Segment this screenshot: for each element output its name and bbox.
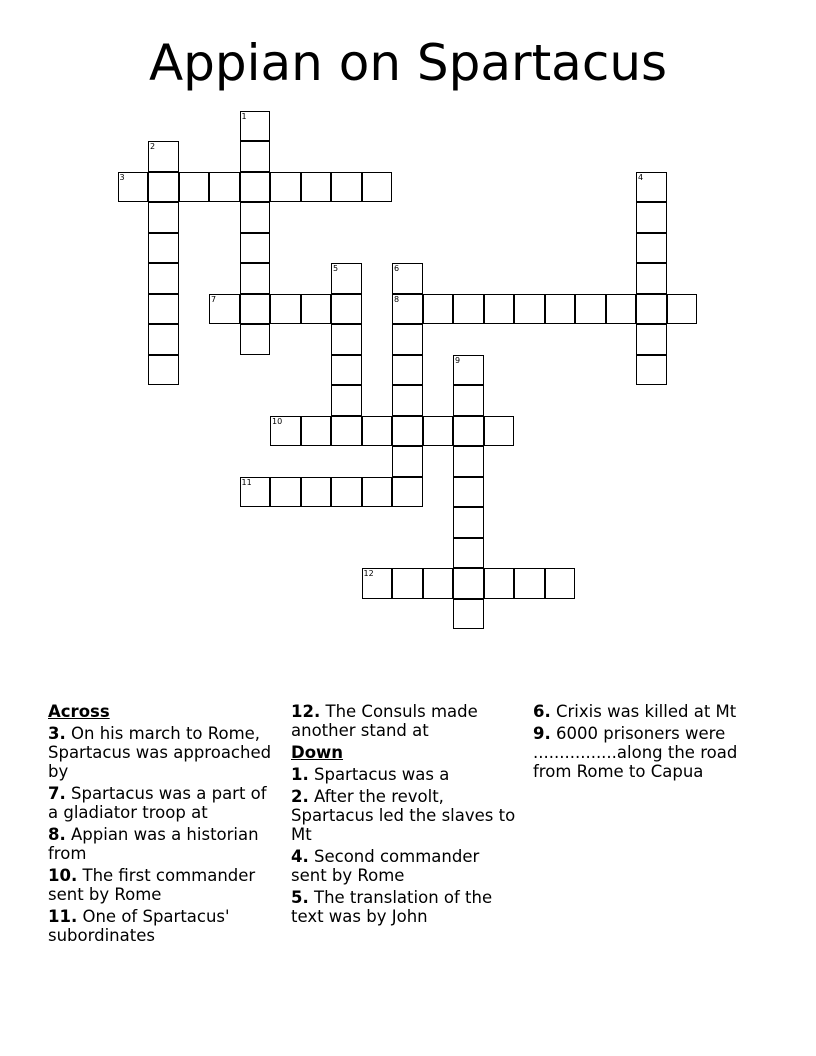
grid-cell[interactable]: [636, 172, 667, 203]
clue-number: 8.: [48, 825, 66, 844]
grid-cell[interactable]: [362, 416, 393, 447]
grid-cell[interactable]: [331, 294, 362, 325]
grid-cell[interactable]: [148, 172, 179, 203]
grid-cell[interactable]: [575, 294, 606, 325]
clues-column-3: [533, 702, 773, 784]
grid-cell[interactable]: [636, 233, 667, 264]
grid-cell[interactable]: [453, 538, 484, 569]
grid-cell[interactable]: [392, 477, 423, 508]
clue-number: 10.: [48, 866, 78, 885]
grid-cell[interactable]: [362, 568, 393, 599]
clue-text: The Consuls made another stand at: [291, 702, 478, 740]
clue-text: Appian was a historian from: [48, 825, 259, 863]
clue-text: Crixis was killed at Mt: [556, 702, 737, 721]
grid-cell[interactable]: [148, 263, 179, 294]
grid-cell[interactable]: [240, 202, 271, 233]
grid-cell[interactable]: [362, 477, 393, 508]
clue-number: 11.: [48, 907, 78, 926]
clue-down-5: [291, 888, 516, 926]
clue-across-11: [48, 907, 278, 945]
grid-cell[interactable]: [392, 324, 423, 355]
clue-across-8: [48, 825, 278, 863]
cell-number: 6: [394, 264, 400, 273]
cell-number: 11: [241, 477, 252, 487]
clue-across-12: [291, 702, 516, 740]
grid-cell[interactable]: [392, 294, 423, 325]
clue-text: Spartacus was a part of a gladiator troop at: [48, 784, 267, 822]
grid-cell[interactable]: [240, 141, 271, 172]
grid-cell[interactable]: [453, 446, 484, 477]
cell-number: 12: [363, 569, 374, 578]
grid-cell[interactable]: [240, 324, 271, 355]
page-title: Appian on Spartacus: [148, 34, 668, 92]
cell-number: 9: [455, 355, 461, 365]
grid-cell[interactable]: [331, 324, 362, 355]
grid-cell[interactable]: [453, 507, 484, 538]
clue-number: 7.: [48, 784, 66, 803]
grid-cell[interactable]: [179, 172, 210, 203]
clue-down-2: [291, 787, 516, 844]
grid-cell[interactable]: [636, 202, 667, 233]
clue-text: 6000 prisoners were ................along the road from Rome to Capua: [533, 724, 738, 781]
clue-text: After the revolt, Spartacus led the slaves to Mt: [291, 787, 516, 844]
grid-cell[interactable]: [545, 568, 576, 599]
grid-cell[interactable]: [331, 385, 362, 416]
grid-cell[interactable]: [301, 416, 332, 447]
clue-number: 6.: [533, 702, 551, 721]
grid-cell[interactable]: [392, 568, 423, 599]
grid-cell[interactable]: [118, 172, 149, 203]
clue-text: On his march to Rome, Spartacus was approached by: [48, 724, 272, 781]
grid-cell[interactable]: [331, 355, 362, 386]
grid-cell[interactable]: [240, 111, 271, 142]
grid-cell[interactable]: [240, 233, 271, 264]
grid-cell[interactable]: [514, 568, 545, 599]
cell-number: 3: [119, 172, 125, 182]
clue-down-1: [291, 765, 516, 784]
grid-cell[interactable]: [636, 294, 667, 325]
clue-number: 9.: [533, 724, 551, 743]
grid-cell[interactable]: [270, 477, 301, 508]
clue-number: 12.: [291, 702, 321, 721]
clue-text: Second commander sent by Rome: [291, 847, 480, 885]
grid-cell[interactable]: [545, 294, 576, 325]
grid-cell[interactable]: [392, 263, 423, 294]
grid-cell[interactable]: [148, 294, 179, 325]
grid-cell[interactable]: [392, 385, 423, 416]
grid-cell[interactable]: [606, 294, 637, 325]
clue-number: 4.: [291, 847, 309, 866]
grid-cell[interactable]: [209, 172, 240, 203]
cell-number: 8: [394, 294, 400, 304]
grid-cell[interactable]: [331, 172, 362, 203]
clue-text: The translation of the text was by John: [291, 888, 493, 926]
grid-cell[interactable]: [514, 294, 545, 325]
grid-cell[interactable]: [148, 324, 179, 355]
grid-cell[interactable]: [301, 172, 332, 203]
down-heading: Down: [291, 743, 344, 762]
grid-cell[interactable]: [636, 355, 667, 386]
clue-number: 2.: [291, 787, 309, 806]
grid-cell[interactable]: [636, 324, 667, 355]
grid-cell[interactable]: [636, 263, 667, 294]
clue-text: One of Spartacus' subordinates: [48, 907, 230, 945]
grid-cell[interactable]: [453, 416, 484, 447]
clue-number: 1.: [291, 765, 309, 784]
grid-cell[interactable]: [453, 568, 484, 599]
grid-cell[interactable]: [484, 416, 515, 447]
grid-cell[interactable]: [148, 141, 179, 172]
clue-across-10: [48, 866, 278, 904]
grid-cell[interactable]: [240, 263, 271, 294]
grid-cell[interactable]: [240, 294, 271, 325]
grid-cell[interactable]: [453, 385, 484, 416]
cell-number: 2: [150, 142, 156, 151]
grid-cell[interactable]: [331, 416, 362, 447]
clue-down-4: [291, 847, 516, 885]
grid-cell[interactable]: [270, 294, 301, 325]
clue-number: 3.: [48, 724, 66, 743]
grid-cell[interactable]: [392, 416, 423, 447]
cell-number: 5: [333, 264, 339, 273]
grid-cell[interactable]: [331, 263, 362, 294]
grid-cell[interactable]: [423, 294, 454, 325]
clue-across-7: [48, 784, 278, 822]
clue-down-6: [533, 702, 773, 721]
grid-cell[interactable]: [453, 599, 484, 630]
grid-cell[interactable]: [301, 294, 332, 325]
grid-cell[interactable]: [362, 172, 393, 203]
grid-cell[interactable]: [270, 416, 301, 447]
grid-cell[interactable]: [270, 172, 301, 203]
clue-across-3: [48, 724, 278, 781]
cell-number: 10: [272, 416, 283, 426]
across-heading: Across: [48, 702, 110, 721]
grid-cell[interactable]: [148, 202, 179, 233]
grid-cell[interactable]: [148, 355, 179, 386]
clues-column-2: [291, 702, 516, 929]
grid-cell[interactable]: [453, 477, 484, 508]
grid-cell[interactable]: [667, 294, 698, 325]
grid-cell[interactable]: [148, 233, 179, 264]
grid-cell[interactable]: [453, 294, 484, 325]
grid-cell[interactable]: [392, 446, 423, 477]
grid-cell[interactable]: [484, 568, 515, 599]
clue-text: Spartacus was a: [314, 765, 450, 784]
grid-cell[interactable]: [453, 355, 484, 386]
cell-number: 7: [211, 294, 217, 304]
grid-cell[interactable]: [240, 172, 271, 203]
cell-number: 4: [638, 172, 644, 182]
grid-cell[interactable]: [392, 355, 423, 386]
cell-number: 1: [241, 111, 247, 121]
clues-column-1: [48, 702, 278, 948]
grid-cell[interactable]: [423, 416, 454, 447]
clue-text: The first commander sent by Rome: [48, 866, 256, 904]
grid-cell[interactable]: [423, 568, 454, 599]
clue-number: 5.: [291, 888, 309, 907]
grid-cell[interactable]: [209, 294, 240, 325]
grid-cell[interactable]: [240, 477, 271, 508]
clue-down-9: [533, 724, 773, 781]
grid-cell[interactable]: [301, 477, 332, 508]
grid-cell[interactable]: [331, 477, 362, 508]
grid-cell[interactable]: [484, 294, 515, 325]
